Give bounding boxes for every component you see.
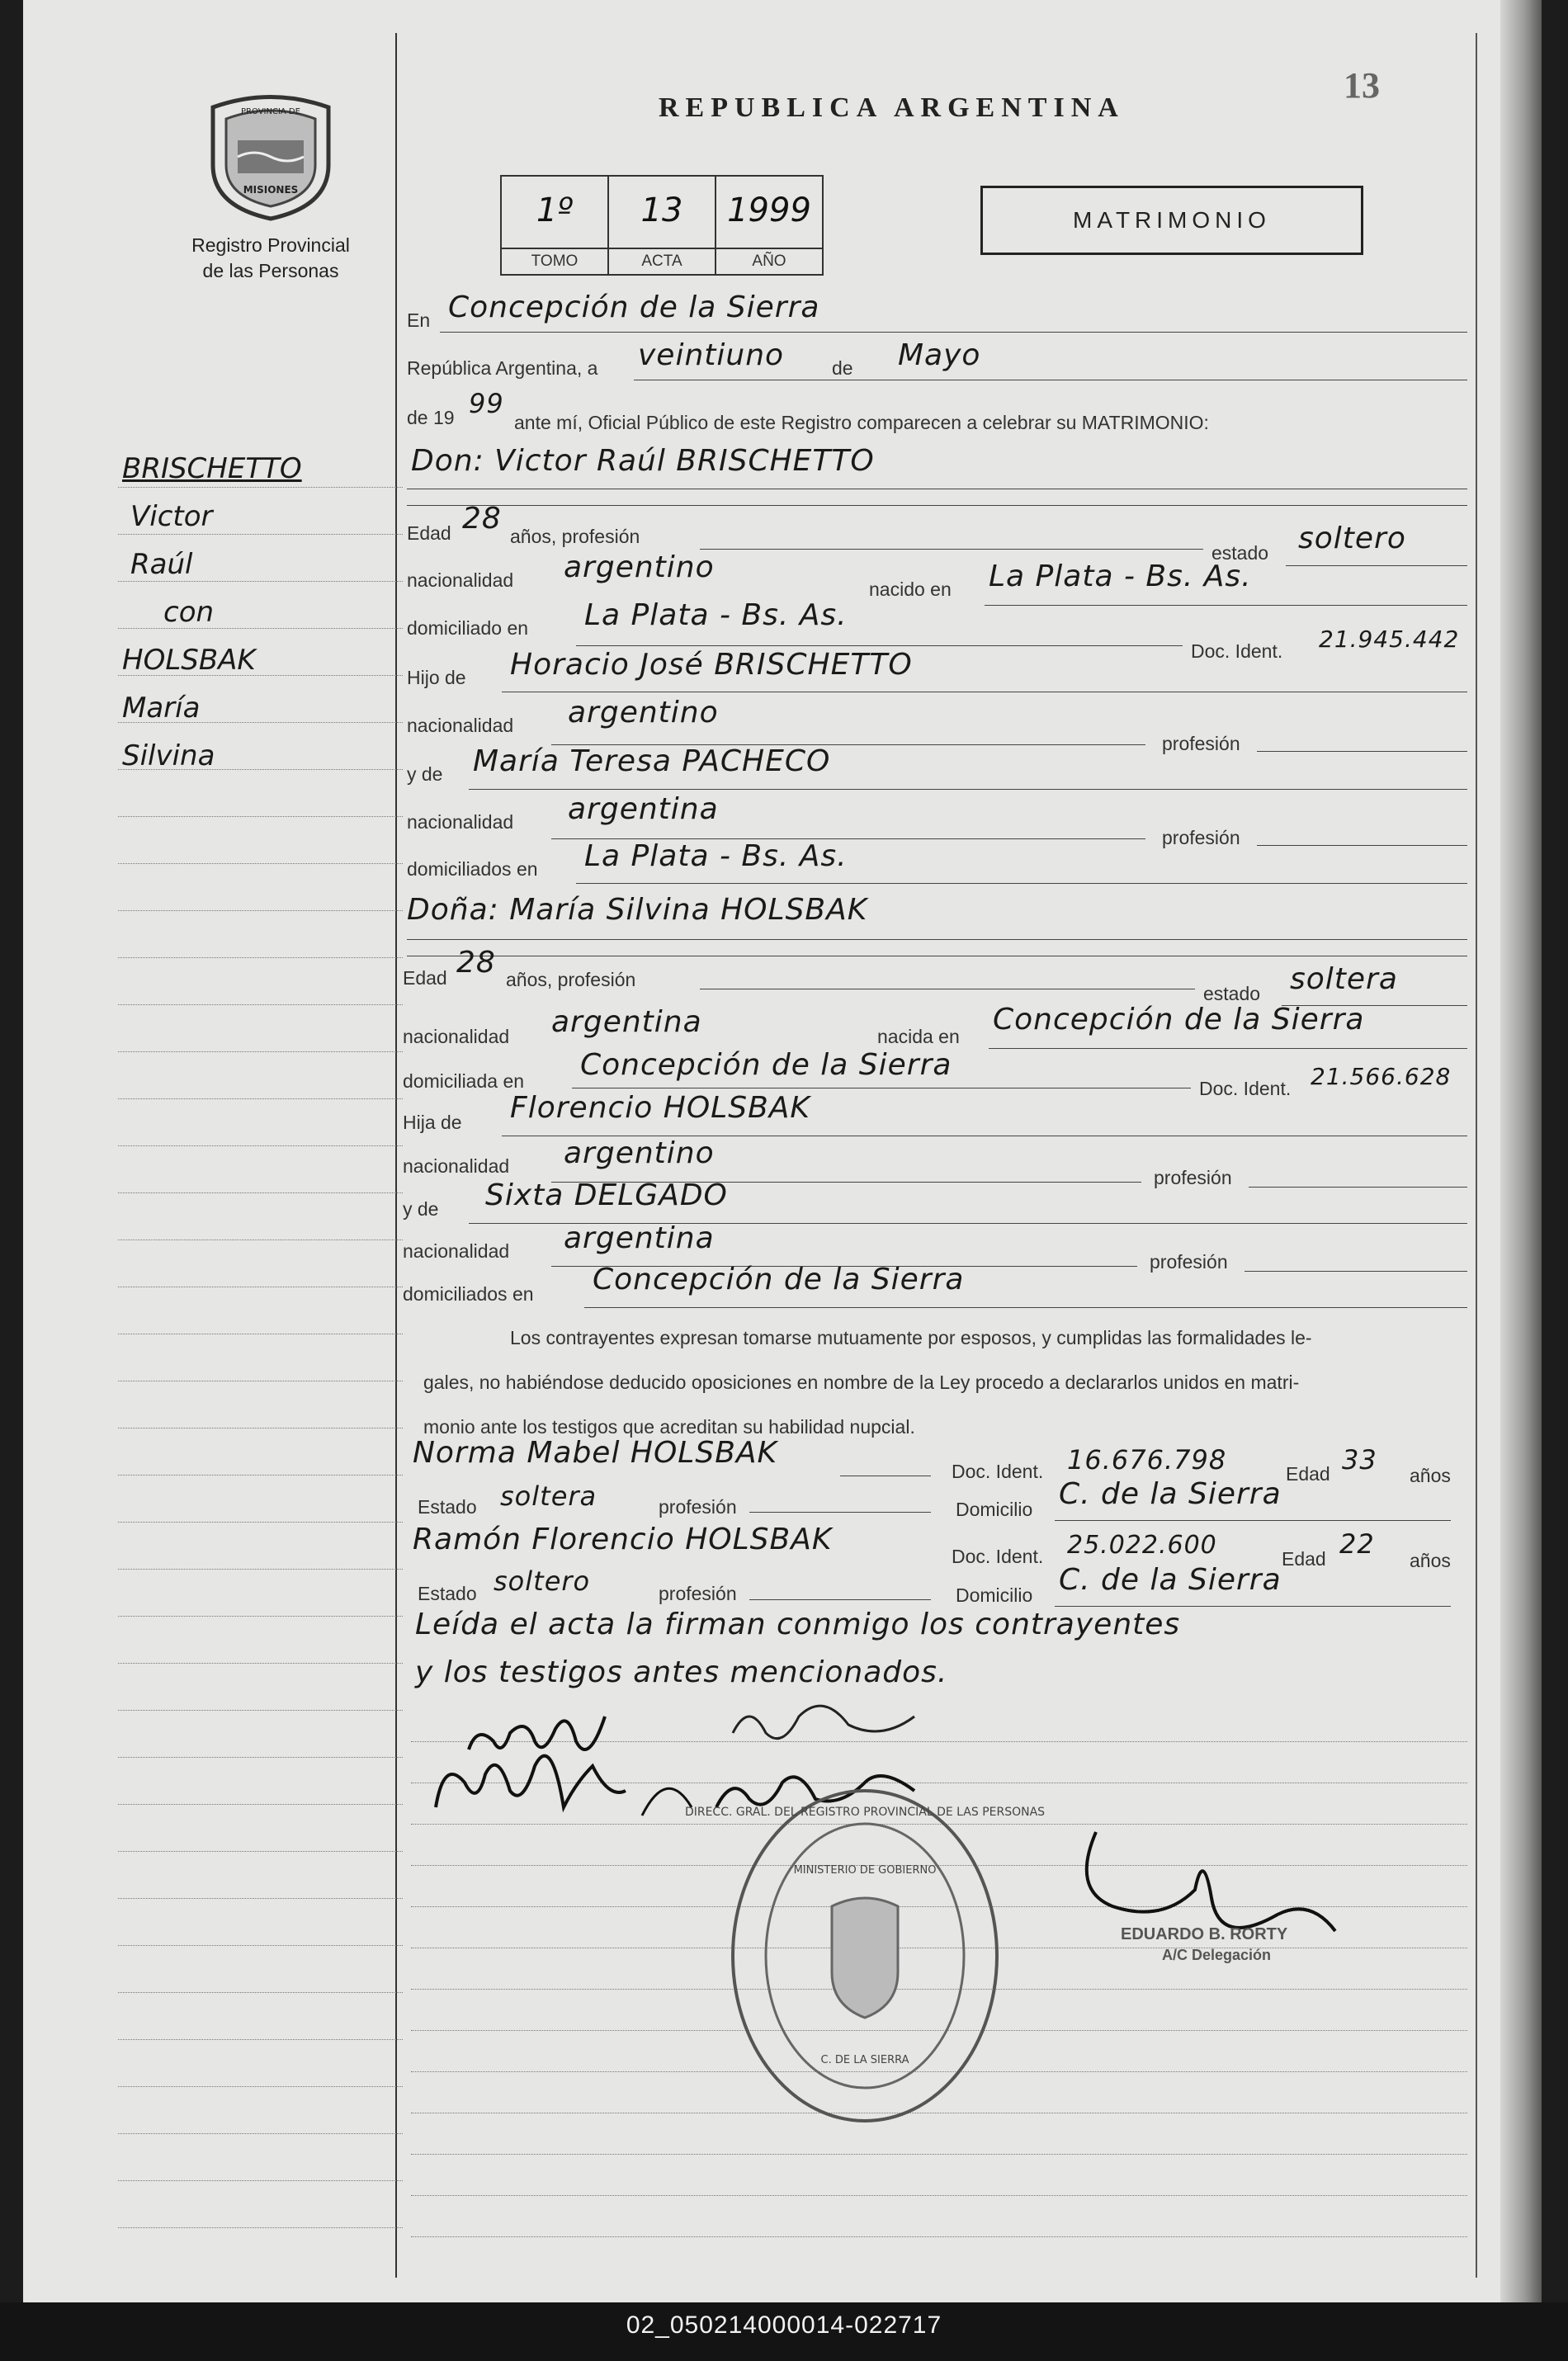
bride-estado: soltera bbox=[1290, 962, 1398, 996]
witness1-age: 33 bbox=[1342, 1444, 1377, 1476]
closing-line: y los testigos antes mencionados. bbox=[415, 1655, 948, 1689]
margin-line: Raúl bbox=[130, 548, 193, 581]
margin-rule bbox=[118, 1522, 403, 1523]
witness1-doc: 16.676.798 bbox=[1067, 1444, 1227, 1476]
margin-rule bbox=[118, 2180, 403, 2181]
groom-doc: 21.945.442 bbox=[1319, 626, 1460, 653]
bride-age: 28 bbox=[456, 946, 496, 980]
page-binding bbox=[1500, 0, 1542, 2302]
margin-rule bbox=[118, 1051, 403, 1052]
margin-line: HOLSBAK bbox=[122, 644, 256, 677]
registry-name: Registro Provincial de las Personas bbox=[191, 234, 350, 281]
margin-rule bbox=[118, 816, 403, 817]
groom-domicile: La Plata - Bs. As. bbox=[584, 598, 848, 632]
declaration-line: gales, no habiéndose deducido oposiciones en nombre de la Ley procedo a declararlos unidos en matri- bbox=[423, 1372, 1300, 1393]
tomo-cell: 1º TOMO bbox=[502, 177, 609, 274]
ano-cell: 1999 AÑO bbox=[716, 177, 822, 274]
svg-text:MISIONES: MISIONES bbox=[243, 184, 299, 196]
svg-text:C. DE LA SIERRA: C. DE LA SIERRA bbox=[820, 2054, 909, 2066]
bride-father: Florencio HOLSBAK bbox=[510, 1091, 811, 1125]
folio-number: 13 bbox=[1344, 65, 1380, 106]
official-signature-icon bbox=[1063, 1816, 1344, 1964]
body-rule bbox=[411, 2195, 1467, 2196]
margin-rule bbox=[118, 1569, 403, 1570]
groom-age: 28 bbox=[462, 502, 502, 536]
bride-parents-domicile: Concepción de la Sierra bbox=[593, 1263, 965, 1296]
bride-name: Doña: María Silvina HOLSBAK bbox=[407, 893, 868, 927]
margin-rule bbox=[118, 1663, 403, 1664]
margin-rule bbox=[118, 1004, 403, 1005]
witness1-estado: soltera bbox=[500, 1480, 597, 1512]
groom-parents-domicile: La Plata - Bs. As. bbox=[584, 839, 848, 873]
margin-divider bbox=[395, 33, 397, 2278]
groom-estado: soltero bbox=[1298, 522, 1406, 555]
margin-rule bbox=[118, 1898, 403, 1899]
closing-line: Leída el acta la firman conmigo los contrayentes bbox=[415, 1608, 1181, 1641]
record-number-box bbox=[500, 175, 824, 276]
bride-domicile: Concepción de la Sierra bbox=[580, 1048, 952, 1082]
groom-mother: María Teresa PACHECO bbox=[473, 744, 831, 778]
svg-text:A/C Delegación: A/C Delegación bbox=[1162, 1947, 1272, 1963]
body-rule bbox=[411, 2236, 1467, 2237]
margin-rule bbox=[118, 1616, 403, 1617]
margin-rule bbox=[118, 2133, 403, 2134]
svg-text:PROVINCIA DE: PROVINCIA DE bbox=[241, 107, 300, 116]
witness2-domicile: C. de la Sierra bbox=[1059, 1563, 1282, 1597]
margin-surname: BRISCHETTO bbox=[122, 452, 302, 485]
margin-rule bbox=[118, 1098, 403, 1099]
groom-mother-nationality: argentina bbox=[568, 792, 719, 826]
declaration-line: monio ante los testigos que acreditan su habilidad nupcial. bbox=[423, 1416, 915, 1438]
margin-rule bbox=[118, 863, 403, 864]
margin-rule bbox=[118, 1475, 403, 1476]
declaration-line: Los contrayentes expresan tomarse mutuamente por esposos, y cumplidas las formalidades le- bbox=[510, 1327, 1312, 1348]
margin-rule bbox=[118, 769, 403, 770]
day-value: veintiuno bbox=[638, 338, 785, 372]
margin-rule bbox=[118, 675, 403, 676]
bride-doc: 21.566.628 bbox=[1311, 1063, 1452, 1090]
groom-father: Horacio José BRISCHETTO bbox=[510, 648, 913, 682]
margin-rule bbox=[118, 1710, 403, 1711]
province-coat-of-arms-icon bbox=[196, 91, 345, 223]
bride-birthplace: Concepción de la Sierra bbox=[993, 1003, 1365, 1036]
year-value: 99 bbox=[469, 388, 504, 419]
margin-line: Silvina bbox=[122, 739, 215, 772]
margin-line: Victor bbox=[130, 500, 213, 533]
groom-father-nationality: argentino bbox=[568, 696, 719, 730]
witness2-age: 22 bbox=[1339, 1528, 1375, 1560]
margin-rule bbox=[118, 581, 403, 582]
margin-rule bbox=[118, 910, 403, 911]
svg-text:EDUARDO B. RORTY: EDUARDO B. RORTY bbox=[1121, 1925, 1288, 1943]
svg-text:MINISTERIO DE GOBIERNO: MINISTERIO DE GOBIERNO bbox=[793, 1864, 937, 1877]
margin-line: María bbox=[122, 692, 201, 725]
bride-mother-nationality: argentina bbox=[564, 1221, 715, 1255]
witness2-estado: soltero bbox=[494, 1565, 591, 1597]
witness1-name: Norma Mabel HOLSBAK bbox=[413, 1436, 778, 1470]
acta-cell: 13 ACTA bbox=[609, 177, 716, 274]
bride-nationality: argentina bbox=[551, 1005, 702, 1039]
bride-mother: Sixta DELGADO bbox=[485, 1178, 728, 1212]
right-border bbox=[1476, 33, 1477, 2278]
margin-rule bbox=[118, 1945, 403, 1946]
margin-rule bbox=[118, 1804, 403, 1805]
witness1-domicile: C. de la Sierra bbox=[1059, 1477, 1282, 1511]
groom-nationality: argentino bbox=[564, 550, 715, 584]
month-value: Mayo bbox=[898, 338, 981, 372]
margin-rule bbox=[118, 1145, 403, 1146]
margin-rule bbox=[118, 1992, 403, 1993]
witness2-name: Ramón Florencio HOLSBAK bbox=[413, 1523, 833, 1556]
witness2-doc: 25.022.600 bbox=[1067, 1531, 1217, 1560]
margin-rule bbox=[118, 957, 403, 958]
body-rule bbox=[411, 2154, 1467, 2155]
official-seal-icon bbox=[684, 1783, 1046, 2129]
margin-rule bbox=[118, 2039, 403, 2040]
groom-birthplace: La Plata - Bs. As. bbox=[989, 560, 1252, 593]
margin-rule bbox=[118, 534, 403, 535]
margin-rule bbox=[118, 1851, 403, 1852]
margin-rule bbox=[118, 2086, 403, 2087]
margin-rule bbox=[118, 1757, 403, 1758]
margin-rule bbox=[118, 1192, 403, 1193]
margin-rule bbox=[118, 628, 403, 629]
bride-father-nationality: argentino bbox=[564, 1136, 715, 1170]
margin-line: con bbox=[163, 596, 215, 629]
place-value: Concepción de la Sierra bbox=[448, 290, 820, 324]
svg-text:DIRECC. GRAL. DEL REGISTRO PRO: DIRECC. GRAL. DEL REGISTRO PROVINCIAL DE LAS PERSONAS bbox=[684, 1806, 1046, 1819]
margin-rule bbox=[118, 2227, 403, 2228]
record-type-box: MATRIMONIO bbox=[980, 186, 1363, 255]
margin-rule bbox=[118, 722, 403, 723]
groom-name: Don: Victor Raúl BRISCHETTO bbox=[411, 444, 875, 478]
margin-rule bbox=[118, 487, 403, 488]
page-title: REPUBLICA ARGENTINA bbox=[659, 92, 1125, 123]
document-page: 13 REPUBLICA ARGENTINA PROVINCIA DE MISIONES Registro Provincial de las Personas 1º TOMO 13 ACTA 1999 AÑO MATRIMONIO BRISCHETTO Victor Raúl con HOLSBAK María Silvina En Concepción de la Sierra República Argentina, a veintiuno de Mayo de 19 99 ante mí, Oficial Público de este Registro comparecen a celebrar su MATRIMONIO: Don: Victor Raúl BRISCHETTO Edad 28 años, profesión estado soltero nacionalidad argentino nacido en La Plata - Bs. As. domiciliado en La Plata - Bs. As. Doc. Ident. 21.945.442 Hijo de Horacio José BRISCHETTO nacionalidad argentino profesión y de María Teresa PACHECO nacionalidad argentina profesión domiciliados en La Plata - Bs. As. Doña: María Silvina HOLSBAK Edad 28 años, profesión estado soltera nacionalidad argentina nacida en Concepción de la Sierra domiciliada en Concepción de la Sierra Doc. Ident. 21.566.628 Hija de Florencio HOLSBAK nacionalidad argentino profesión y de Sixta DELGADO nacionalidad argentina profesión domiciliados en Concepción de la Sierra Los contrayentes expresan tomarse mutuamente por esposos, y cumplidas las formalidades le- gales, no habiéndose deducido oposiciones en nombre de la Ley procedo a declararlos unidos en matri- monio ante los testigos que acreditan su habilidad nupcial. Norma Mabel HOLSBAK Doc. Ident. 16.676.798 Edad 33 años Estado soltera profesión Domicilio C. de la Sierra Ramón Florencio HOLSBAK Doc. Ident. 25.022.600 Edad 22 años Estado soltero profesión Domicilio C. de la Sierra Leída el acta la firman conmigo los contrayentes y los testigos antes mencionados. DIRECC. GRAL. DEL REGISTRO PROVINCIAL DE LAS PERSONAS MINISTERIO DE GOBIERNO C. DE LA SIERRA EDUARDO B. RORTY A/C Delegación bbox=[23, 0, 1542, 2302]
scan-reference-code: 02_050214000014-022717 bbox=[626, 2311, 942, 2339]
